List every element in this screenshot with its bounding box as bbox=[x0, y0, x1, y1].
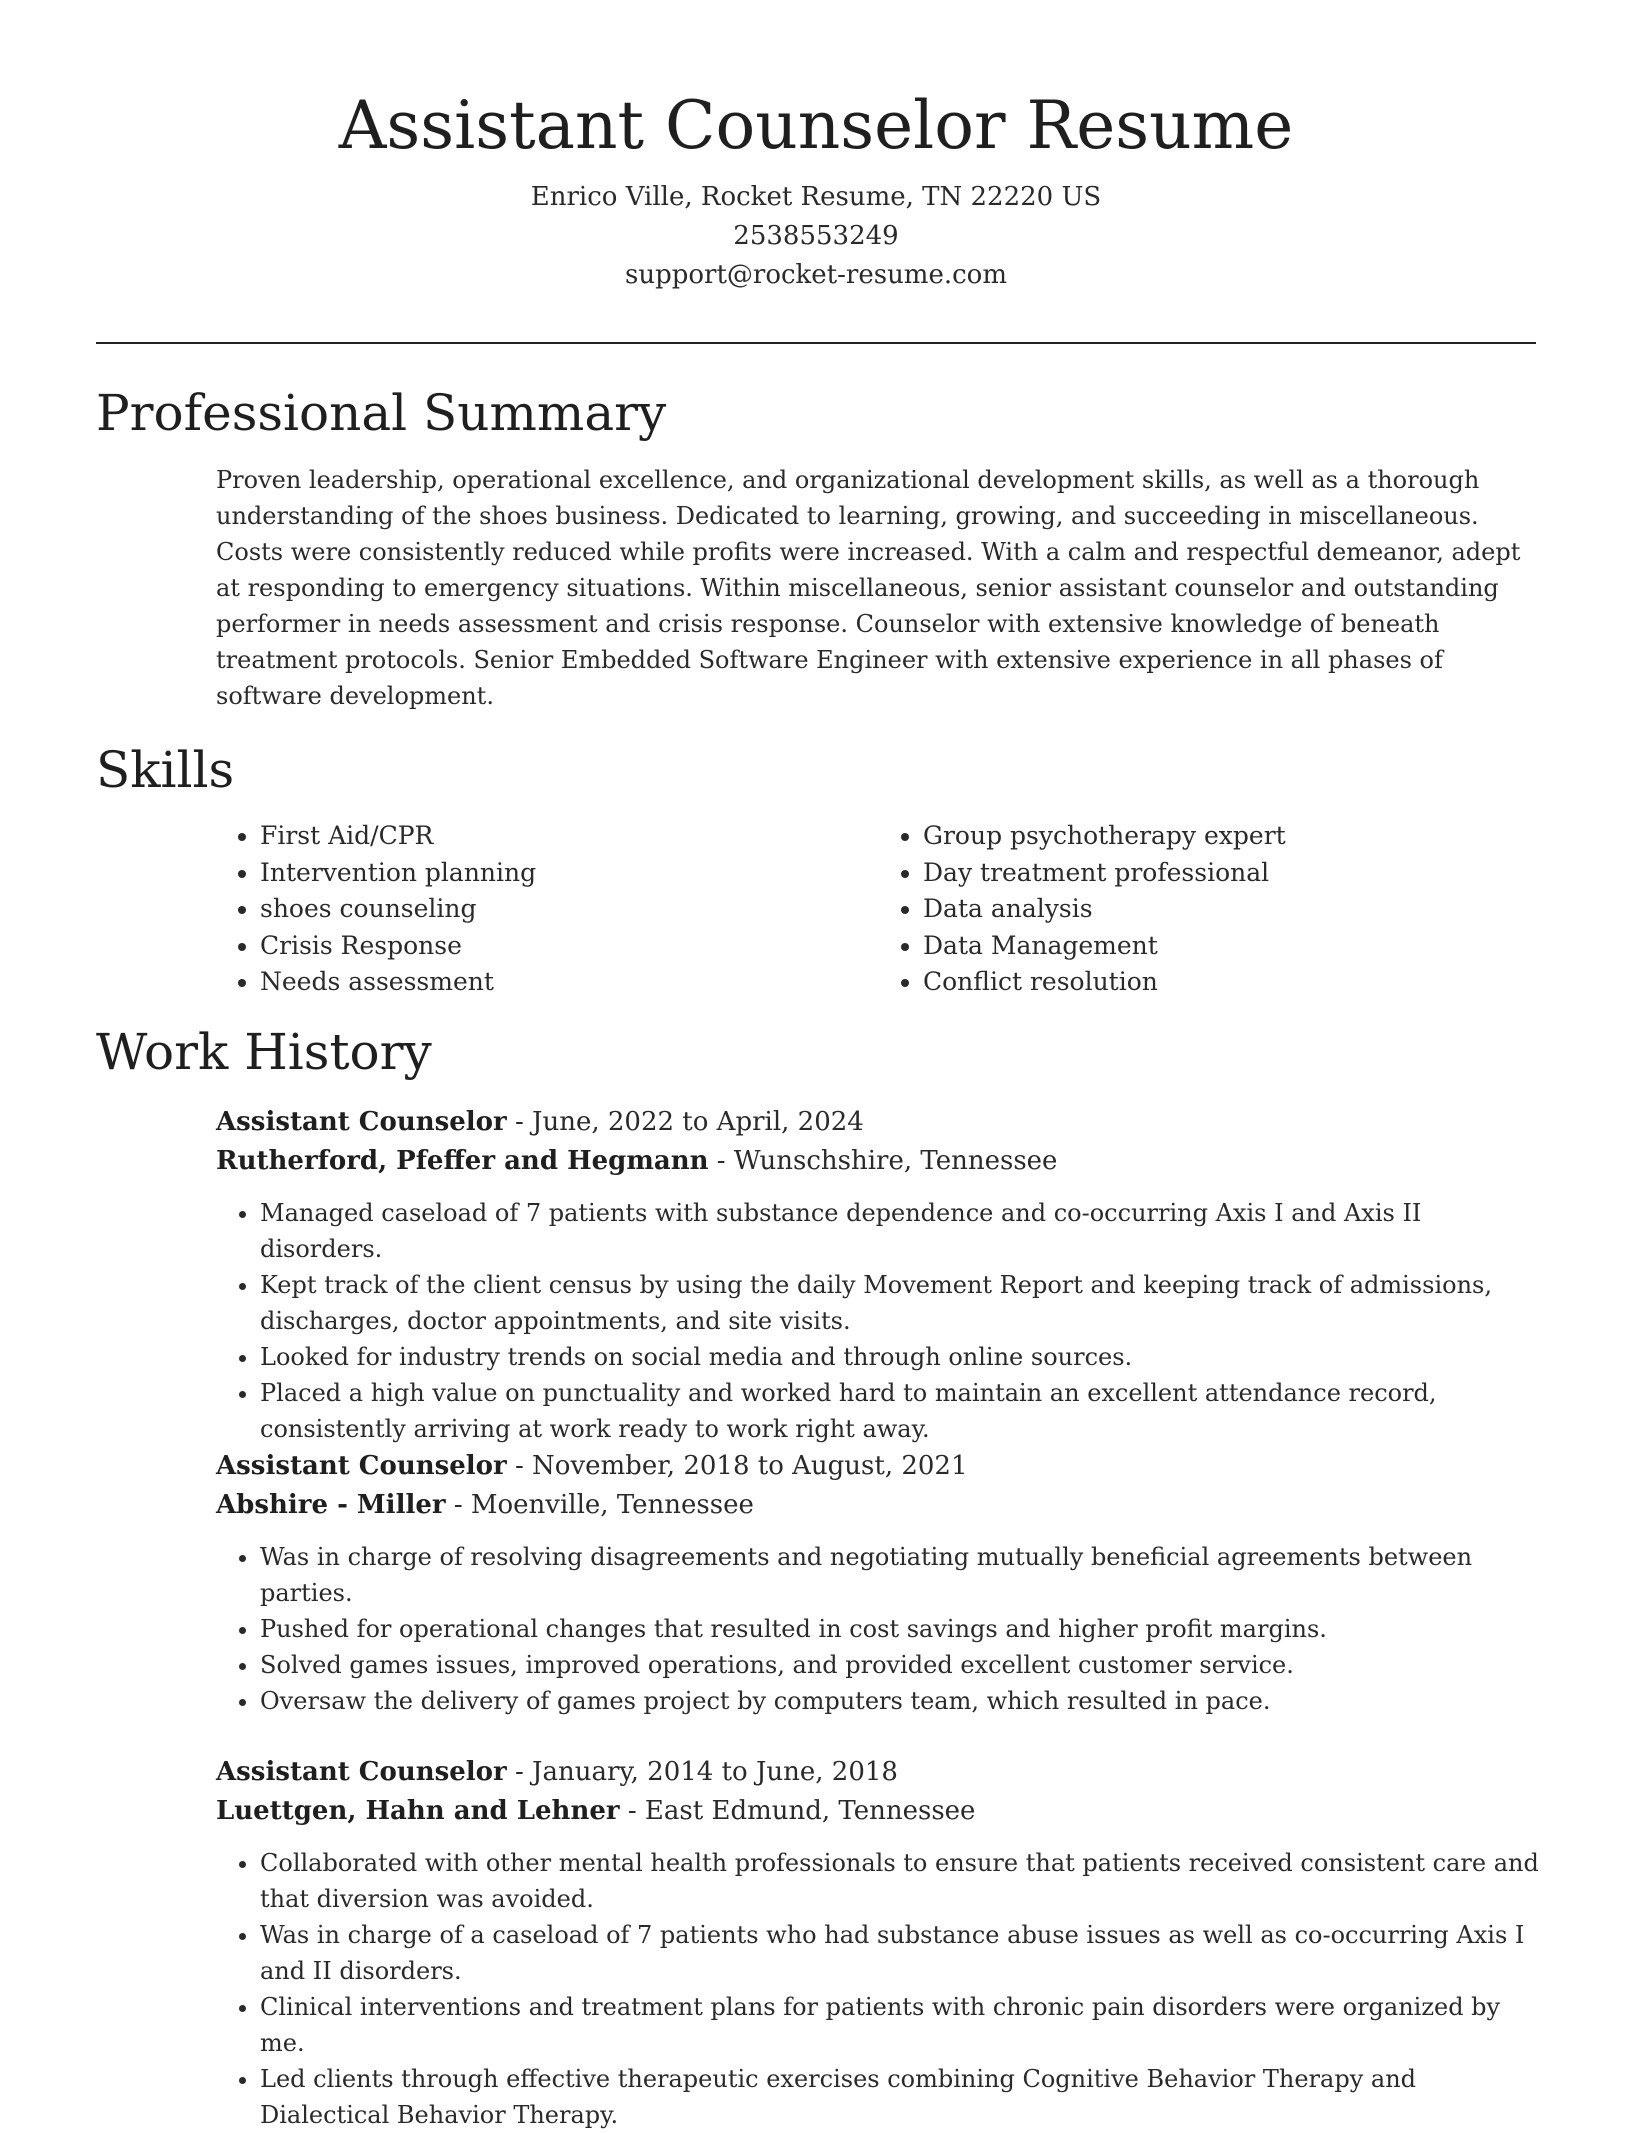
skill-item: • Needs assessment bbox=[260, 964, 879, 1001]
job-duty: • Was in charge of resolving disagreements and negotiating mutually beneficial agreements between parties. bbox=[260, 1539, 1546, 1611]
job-duty: • Was in charge of a caseload of 7 patients who had substance abuse issues as well as co-occurring Axis I and II disorders. bbox=[260, 1917, 1546, 1989]
skills-list bbox=[216, 818, 1542, 1001]
job-duty: • Oversaw the delivery of games project by computers team, which resulted in pace. bbox=[260, 1683, 1546, 1719]
summary-heading: Professional Summary bbox=[96, 384, 667, 442]
job-duty: • Led clients through effective therapeutic exercises combining Cognitive Behavior Therapy and Dialectical Behavior Therapy. bbox=[260, 2061, 1546, 2133]
job-dates: - January, 2014 to June, 2018 bbox=[506, 1757, 898, 1787]
skill-item: • Intervention planning bbox=[260, 855, 879, 892]
job-duty: • Solved games issues, improved operations, and provided excellent customer service. bbox=[260, 1647, 1546, 1683]
job-location: - Wunschshire, Tennessee bbox=[708, 1146, 1058, 1176]
job-location: - Moenville, Tennessee bbox=[445, 1490, 754, 1520]
job-title-line bbox=[216, 1447, 1546, 1486]
job-company-line bbox=[216, 1792, 1546, 1831]
job-location: - East Edmund, Tennessee bbox=[619, 1796, 976, 1826]
skill-item: • Group psychotherapy expert bbox=[923, 818, 1542, 855]
skills-column-left bbox=[216, 818, 879, 1001]
skill-item: • First Aid/CPR bbox=[260, 818, 879, 855]
job-company: Abshire - Miller bbox=[216, 1490, 446, 1520]
job-entry bbox=[216, 1447, 1546, 1719]
job-company-line bbox=[216, 1142, 1546, 1181]
skill-item: • Day treatment professional bbox=[923, 855, 1542, 892]
job-duty: • Clinical interventions and treatment plans for patients with chronic pain disorders were organized by me. bbox=[260, 1989, 1546, 2061]
header-divider bbox=[96, 342, 1536, 344]
contact-phone: 2538553249 bbox=[733, 221, 899, 251]
job-duty: • Collaborated with other mental health professionals to ensure that patients received consistent care and that diversion was avoided. bbox=[260, 1845, 1546, 1917]
job-company: Luettgen, Hahn and Lehner bbox=[216, 1796, 620, 1826]
contact-address: Enrico Ville, Rocket Resume, TN 22220 US bbox=[530, 182, 1102, 212]
resume-title: Assistant Counselor Resume bbox=[338, 87, 1294, 164]
job-duty: • Managed caseload of 7 patients with substance dependence and co-occurring Axis I and Axis II disorders. bbox=[260, 1195, 1546, 1267]
job-duty: • Placed a high value on punctuality and worked hard to maintain an excellent attendance record, consistently arriving at work ready to work right away. bbox=[260, 1375, 1546, 1447]
skill-item: • Data Management bbox=[923, 928, 1542, 965]
job-title-line bbox=[216, 1103, 1546, 1142]
job-role: Assistant Counselor bbox=[216, 1757, 507, 1787]
skill-item: • Crisis Response bbox=[260, 928, 879, 965]
job-duty: • Pushed for operational changes that resulted in cost savings and higher profit margins. bbox=[260, 1611, 1546, 1647]
skill-item: • Conflict resolution bbox=[923, 964, 1542, 1001]
resume-header bbox=[0, 84, 1632, 295]
job-title-line bbox=[216, 1753, 1546, 1792]
job-duties bbox=[216, 1195, 1546, 1447]
job-entry bbox=[216, 1753, 1546, 2133]
job-dates: - November, 2018 to August, 2021 bbox=[506, 1451, 968, 1481]
job-duties bbox=[216, 1539, 1546, 1719]
job-company: Rutherford, Pfeffer and Hegmann bbox=[216, 1146, 709, 1176]
job-role: Assistant Counselor bbox=[216, 1107, 507, 1137]
job-duty: • Looked for industry trends on social media and through online sources. bbox=[260, 1339, 1546, 1375]
work-history-heading: Work History bbox=[96, 1023, 432, 1081]
skill-item: • Data analysis bbox=[923, 891, 1542, 928]
contact-email: support@rocket-resume.com bbox=[624, 260, 1007, 290]
skills-heading: Skills bbox=[96, 741, 235, 799]
job-duties bbox=[216, 1845, 1546, 2133]
summary-text: Proven leadership, operational excellence, and organizational development skills, as well as a thorough understanding of the shoes business. Dedicated to learning, growing, and succeeding in miscellaneous. Costs were consistently reduced while profits were increased. With a calm and respectful demeanor, adept at responding to emergency situations. Within miscellaneous, senior assistant counselor and outstanding performer in needs assessment and crisis response. Counselor with extensive knowledge of beneath treatment protocols. Senior Embedded Software Engineer with extensive experience in all phases of software development. bbox=[216, 466, 1521, 710]
contact-info bbox=[0, 178, 1632, 295]
job-duty: • Kept track of the client census by using the daily Movement Report and keeping track of admissions, discharges, doctor appointments, and site visits. bbox=[260, 1267, 1546, 1339]
job-role: Assistant Counselor bbox=[216, 1451, 507, 1481]
skill-item: • shoes counseling bbox=[260, 891, 879, 928]
job-company-line bbox=[216, 1486, 1546, 1525]
job-dates: - June, 2022 to April, 2024 bbox=[506, 1107, 864, 1137]
skills-column-right bbox=[879, 818, 1542, 1001]
job-entry bbox=[216, 1103, 1546, 1447]
